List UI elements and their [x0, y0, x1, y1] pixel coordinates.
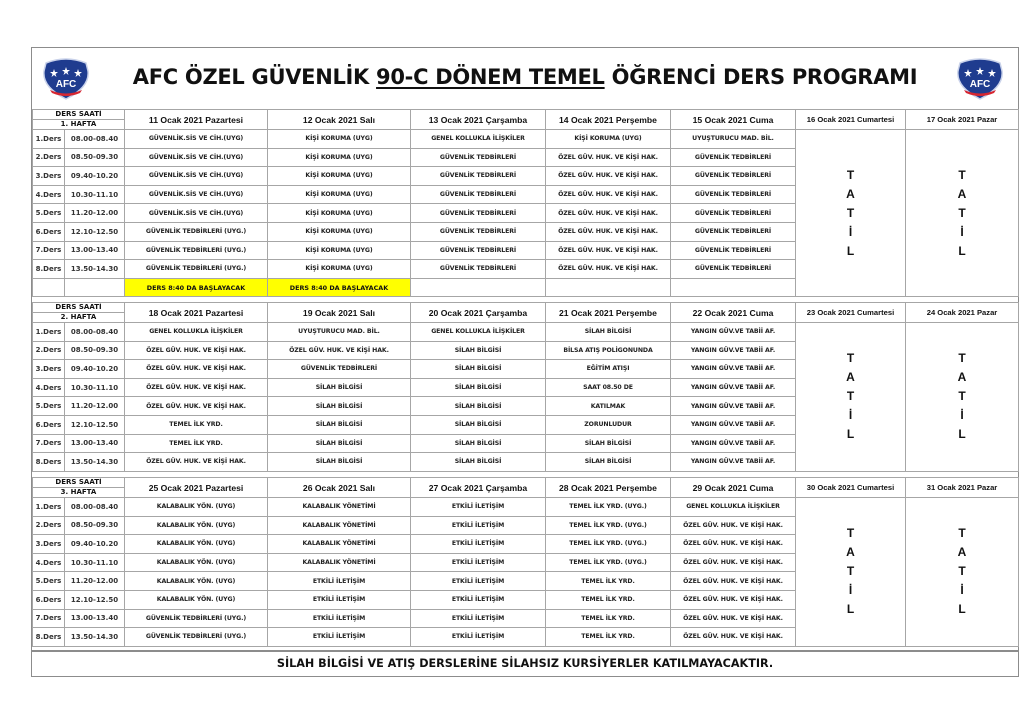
lesson-number: 5.Ders — [33, 204, 65, 223]
subject-cell: GÜVENLİK TEDBİRLERİ — [411, 241, 546, 260]
subject-cell: SİLAH BİLGİSİ — [268, 378, 411, 397]
subject-cell: SİLAH BİLGİSİ — [411, 378, 546, 397]
page-title — [32, 65, 1018, 89]
week-table — [32, 302, 1019, 472]
afc-logo-icon — [954, 57, 1006, 101]
lesson-time: 13.50-14.30 — [65, 260, 125, 279]
lesson-number: 3.Ders — [33, 167, 65, 186]
empty-cell — [33, 278, 65, 297]
subject-cell: KALABALIK YÖN. (UYG) — [125, 553, 268, 572]
day-header: 30 Ocak 2021 Cumartesi — [796, 478, 906, 498]
subject-cell: GÜVENLİK TEDBİRLERİ — [411, 260, 546, 279]
svg-text:AFC: AFC — [969, 79, 991, 90]
lesson-time: 13.00-13.40 — [65, 241, 125, 260]
subject-cell: ETKİLİ İLETİŞİM — [411, 516, 546, 535]
day-header: 19 Ocak 2021 Salı — [268, 303, 411, 323]
day-header: 20 Ocak 2021 Çarşamba — [411, 303, 546, 323]
empty-cell — [546, 278, 671, 297]
subject-cell: GÜVENLİK TEDBİRLERİ — [411, 222, 546, 241]
subject-cell: YANGIN GÜV.VE TABİİ AF. — [671, 397, 796, 416]
subject-cell: UYUŞTURUCU MAD. BİL. — [671, 130, 796, 149]
subject-cell: ÖZEL GÜV. HUK. VE KİŞİ HAK. — [671, 628, 796, 647]
lesson-time: 10.30-11.10 — [65, 378, 125, 397]
subject-cell: KİŞİ KORUMA (UYG) — [268, 222, 411, 241]
subject-cell: GÜVENLİK TEDBİRLERİ — [671, 167, 796, 186]
day-header: 24 Ocak 2021 Pazar — [906, 303, 1019, 323]
holiday-cell-sunday: T A T İ L — [906, 323, 1019, 472]
subject-cell: KALABALIK YÖN. (UYG) — [125, 535, 268, 554]
lesson-number: 4.Ders — [33, 185, 65, 204]
schedule-page — [31, 47, 1019, 677]
subject-cell: ÖZEL GÜV. HUK. VE KİŞİ HAK. — [125, 360, 268, 379]
subject-cell: KİŞİ KORUMA (UYG) — [268, 167, 411, 186]
week-table — [32, 477, 1019, 647]
day-header: 17 Ocak 2021 Pazar — [906, 110, 1019, 130]
subject-cell: ÖZEL GÜV. HUK. VE KİŞİ HAK. — [546, 204, 671, 223]
subject-cell: ETKİLİ İLETİŞİM — [411, 498, 546, 517]
empty-cell — [411, 278, 546, 297]
lesson-time: 12.10-12.50 — [65, 590, 125, 609]
subject-cell: TEMEL İLK YRD. — [546, 572, 671, 591]
holiday-cell-saturday: T A T İ L — [796, 130, 906, 297]
subject-cell: ÖZEL GÜV. HUK. VE KİŞİ HAK. — [671, 572, 796, 591]
lesson-time: 13.50-14.30 — [65, 453, 125, 472]
subject-cell: SİLAH BİLGİSİ — [411, 415, 546, 434]
subject-cell: ÖZEL GÜV. HUK. VE KİŞİ HAK. — [671, 535, 796, 554]
lesson-number: 4.Ders — [33, 553, 65, 572]
lesson-number: 2.Ders — [33, 341, 65, 360]
lesson-number: 1.Ders — [33, 130, 65, 149]
lesson-number: 2.Ders — [33, 148, 65, 167]
subject-cell: GÜVENLİK.SİS VE CİH.(UYG) — [125, 130, 268, 149]
subject-cell: ETKİLİ İLETİŞİM — [268, 572, 411, 591]
subject-cell: KALABALIK YÖN. (UYG) — [125, 498, 268, 517]
subject-cell: KALABALIK YÖN. (UYG) — [125, 590, 268, 609]
lesson-number: 8.Ders — [33, 260, 65, 279]
day-header: 13 Ocak 2021 Çarşamba — [411, 110, 546, 130]
subject-cell: TEMEL İLK YRD. — [125, 434, 268, 453]
lesson-number: 4.Ders — [33, 378, 65, 397]
subject-cell: SİLAH BİLGİSİ — [546, 434, 671, 453]
subject-cell: KALABALIK YÖNETİMİ — [268, 516, 411, 535]
day-header: 23 Ocak 2021 Cumartesi — [796, 303, 906, 323]
lesson-number: 1.Ders — [33, 498, 65, 517]
lesson-time: 13.00-13.40 — [65, 609, 125, 628]
day-header: 12 Ocak 2021 Salı — [268, 110, 411, 130]
day-header: 22 Ocak 2021 Cuma — [671, 303, 796, 323]
subject-cell: GENEL KOLLUKLA İLİŞKİLER — [411, 130, 546, 149]
subject-cell: ÖZEL GÜV. HUK. VE KİŞİ HAK. — [671, 516, 796, 535]
lesson-number: 6.Ders — [33, 222, 65, 241]
holiday-cell-saturday: T A T İ L — [796, 323, 906, 472]
lesson-time: 08.50-09.30 — [65, 516, 125, 535]
lesson-time: 10.30-11.10 — [65, 185, 125, 204]
lesson-time: 13.50-14.30 — [65, 628, 125, 647]
subject-cell: SİLAH BİLGİSİ — [268, 415, 411, 434]
subject-cell: ÖZEL GÜV. HUK. VE KİŞİ HAK. — [546, 241, 671, 260]
subject-cell: ÖZEL GÜV. HUK. VE KİŞİ HAK. — [671, 553, 796, 572]
subject-cell: SİLAH BİLGİSİ — [411, 397, 546, 416]
subject-cell: SİLAH BİLGİSİ — [268, 397, 411, 416]
svg-text:AFC: AFC — [55, 79, 77, 90]
subject-cell: SİLAH BİLGİSİ — [411, 453, 546, 472]
subject-cell: SİLAH BİLGİSİ — [268, 434, 411, 453]
lesson-number: 2.Ders — [33, 516, 65, 535]
subject-cell: TEMEL İLK YRD. — [125, 415, 268, 434]
day-header: 26 Ocak 2021 Salı — [268, 478, 411, 498]
subject-cell: KİŞİ KORUMA (UYG) — [268, 204, 411, 223]
subject-cell: ÖZEL GÜV. HUK. VE KİŞİ HAK. — [125, 453, 268, 472]
subject-cell: KİŞİ KORUMA (UYG) — [268, 260, 411, 279]
subject-cell: TEMEL İLK YRD. — [546, 609, 671, 628]
subject-cell: ETKİLİ İLETİŞİM — [268, 590, 411, 609]
subject-cell: GÜVENLİK TEDBİRLERİ (UYG.) — [125, 222, 268, 241]
subject-cell: GÜVENLİK.SİS VE CİH.(UYG) — [125, 185, 268, 204]
title-underlined: 90-C DÖNEM TEMEL — [376, 65, 605, 89]
subject-cell: GÜVENLİK TEDBİRLERİ (UYG.) — [125, 241, 268, 260]
lesson-time: 12.10-12.50 — [65, 222, 125, 241]
footer-notice: SİLAH BİLGİSİ VE ATIŞ DERSLERİNE SİLAHSIZ KURSİYERLER KATILMAYACAKTIR. — [32, 650, 1018, 676]
subject-cell: KALABALIK YÖNETİMİ — [268, 553, 411, 572]
lesson-time: 09.40-10.20 — [65, 360, 125, 379]
subject-cell: YANGIN GÜV.VE TABİİ AF. — [671, 360, 796, 379]
day-header: 29 Ocak 2021 Cuma — [671, 478, 796, 498]
lesson-number: 7.Ders — [33, 609, 65, 628]
subject-cell: SAAT 08.50 DE — [546, 378, 671, 397]
lesson-time: 08.00-08.40 — [65, 323, 125, 342]
lesson-number: 3.Ders — [33, 360, 65, 379]
subject-cell: ETKİLİ İLETİŞİM — [268, 628, 411, 647]
subject-cell: KİŞİ KORUMA (UYG) — [268, 241, 411, 260]
lesson-time: 09.40-10.20 — [65, 167, 125, 186]
subject-cell: TEMEL İLK YRD. — [546, 628, 671, 647]
subject-cell: GÜVENLİK TEDBİRLERİ — [671, 241, 796, 260]
subject-cell: KATILMAK — [546, 397, 671, 416]
subject-cell: TEMEL İLK YRD. (UYG.) — [546, 535, 671, 554]
highlight-note: DERS 8:40 DA BAŞLAYACAK — [268, 278, 411, 297]
title-suffix: ÖĞRENCİ DERS PROGRAMI — [604, 65, 918, 89]
subject-cell: GÜVENLİK TEDBİRLERİ — [268, 360, 411, 379]
subject-cell: KİŞİ KORUMA (UYG) — [268, 148, 411, 167]
week-label: 1. HAFTA — [33, 120, 125, 130]
subject-cell: GÜVENLİK TEDBİRLERİ — [411, 167, 546, 186]
holiday-cell-saturday: T A T İ L — [796, 498, 906, 647]
day-header: 21 Ocak 2021 Perşembe — [546, 303, 671, 323]
subject-cell: GÜVENLİK TEDBİRLERİ (UYG.) — [125, 260, 268, 279]
subject-cell: YANGIN GÜV.VE TABİİ AF. — [671, 341, 796, 360]
ders-saati-label: DERS SAATİ — [33, 110, 125, 120]
subject-cell: ÖZEL GÜV. HUK. VE KİŞİ HAK. — [546, 222, 671, 241]
subject-cell: TEMEL İLK YRD. — [546, 590, 671, 609]
subject-cell: SİLAH BİLGİSİ — [546, 453, 671, 472]
holiday-cell-sunday: T A T İ L — [906, 130, 1019, 297]
subject-cell: KALABALIK YÖN. (UYG) — [125, 572, 268, 591]
lesson-number: 8.Ders — [33, 453, 65, 472]
subject-cell: TEMEL İLK YRD. (UYG.) — [546, 516, 671, 535]
subject-cell: ÖZEL GÜV. HUK. VE KİŞİ HAK. — [546, 148, 671, 167]
subject-cell: ETKİLİ İLETİŞİM — [411, 609, 546, 628]
subject-cell: ÖZEL GÜV. HUK. VE KİŞİ HAK. — [671, 609, 796, 628]
lesson-number: 5.Ders — [33, 397, 65, 416]
lesson-time: 10.30-11.10 — [65, 553, 125, 572]
subject-cell: ÖZEL GÜV. HUK. VE KİŞİ HAK. — [125, 397, 268, 416]
subject-cell: EĞİTİM ATIŞI — [546, 360, 671, 379]
subject-cell: KİŞİ KORUMA (UYG) — [268, 185, 411, 204]
subject-cell: TEMEL İLK YRD. (UYG.) — [546, 498, 671, 517]
subject-cell: YANGIN GÜV.VE TABİİ AF. — [671, 323, 796, 342]
empty-cell — [65, 278, 125, 297]
subject-cell: ÖZEL GÜV. HUK. VE KİŞİ HAK. — [125, 341, 268, 360]
day-header: 27 Ocak 2021 Çarşamba — [411, 478, 546, 498]
subject-cell: GÜVENLİK TEDBİRLERİ (UYG.) — [125, 628, 268, 647]
subject-cell: GÜVENLİK TEDBİRLERİ — [411, 204, 546, 223]
subject-cell: ÖZEL GÜV. HUK. VE KİŞİ HAK. — [546, 167, 671, 186]
subject-cell: SİLAH BİLGİSİ — [411, 434, 546, 453]
lesson-number: 6.Ders — [33, 415, 65, 434]
subject-cell: GÜVENLİK.SİS VE CİH.(UYG) — [125, 204, 268, 223]
day-header: 18 Ocak 2021 Pazartesi — [125, 303, 268, 323]
subject-cell: YANGIN GÜV.VE TABİİ AF. — [671, 415, 796, 434]
subject-cell: YANGIN GÜV.VE TABİİ AF. — [671, 453, 796, 472]
subject-cell: ZORUNLUDUR — [546, 415, 671, 434]
lesson-number: 3.Ders — [33, 535, 65, 554]
subject-cell: GÜVENLİK TEDBİRLERİ — [671, 148, 796, 167]
lesson-number: 8.Ders — [33, 628, 65, 647]
subject-cell: YANGIN GÜV.VE TABİİ AF. — [671, 378, 796, 397]
subject-cell: ETKİLİ İLETİŞİM — [411, 553, 546, 572]
title-prefix: AFC ÖZEL GÜVENLİK — [132, 65, 377, 89]
holiday-cell-sunday: T A T İ L — [906, 498, 1019, 647]
week-label: 3. HAFTA — [33, 488, 125, 498]
week-3-schedule — [32, 477, 1018, 647]
subject-cell: KALABALIK YÖNETİMİ — [268, 535, 411, 554]
day-header: 15 Ocak 2021 Cuma — [671, 110, 796, 130]
week-label: 2. HAFTA — [33, 313, 125, 323]
table-row — [33, 498, 1019, 517]
subject-cell: SİLAH BİLGİSİ — [268, 453, 411, 472]
subject-cell: KİŞİ KORUMA (UYG) — [546, 130, 671, 149]
subject-cell: ÖZEL GÜV. HUK. VE KİŞİ HAK. — [268, 341, 411, 360]
subject-cell: GÜVENLİK.SİS VE CİH.(UYG) — [125, 148, 268, 167]
empty-cell — [671, 278, 796, 297]
lesson-time: 08.50-09.30 — [65, 341, 125, 360]
subject-cell: GÜVENLİK TEDBİRLERİ — [671, 260, 796, 279]
lesson-time: 11.20-12.00 — [65, 572, 125, 591]
subject-cell: KİŞİ KORUMA (UYG) — [268, 130, 411, 149]
week-table — [32, 109, 1019, 297]
subject-cell: GENEL KOLLUKLA İLİŞKİLER — [411, 323, 546, 342]
page-header — [32, 48, 1018, 109]
subject-cell: ÖZEL GÜV. HUK. VE KİŞİ HAK. — [546, 185, 671, 204]
subject-cell: ETKİLİ İLETİŞİM — [411, 572, 546, 591]
lesson-number: 1.Ders — [33, 323, 65, 342]
day-header: 16 Ocak 2021 Cumartesi — [796, 110, 906, 130]
lesson-time: 11.20-12.00 — [65, 204, 125, 223]
lesson-time: 09.40-10.20 — [65, 535, 125, 554]
subject-cell: ETKİLİ İLETİŞİM — [411, 535, 546, 554]
day-header: 28 Ocak 2021 Perşembe — [546, 478, 671, 498]
lesson-time: 08.00-08.40 — [65, 130, 125, 149]
subject-cell: YANGIN GÜV.VE TABİİ AF. — [671, 434, 796, 453]
subject-cell: KALABALIK YÖN. (UYG) — [125, 516, 268, 535]
lesson-time: 13.00-13.40 — [65, 434, 125, 453]
day-header: 31 Ocak 2021 Pazar — [906, 478, 1019, 498]
highlight-note: DERS 8:40 DA BAŞLAYACAK — [125, 278, 268, 297]
subject-cell: SİLAH BİLGİSİ — [546, 323, 671, 342]
table-row — [33, 323, 1019, 342]
subject-cell: GÜVENLİK.SİS VE CİH.(UYG) — [125, 167, 268, 186]
subject-cell: GÜVENLİK TEDBİRLERİ — [671, 222, 796, 241]
subject-cell: GENEL KOLLUKLA İLİŞKİLER — [125, 323, 268, 342]
subject-cell: TEMEL İLK YRD. (UYG.) — [546, 553, 671, 572]
subject-cell: GENEL KOLLUKLA İLİŞKİLER — [671, 498, 796, 517]
subject-cell: GÜVENLİK TEDBİRLERİ — [411, 185, 546, 204]
subject-cell: GÜVENLİK TEDBİRLERİ — [411, 148, 546, 167]
day-header: 14 Ocak 2021 Perşembe — [546, 110, 671, 130]
lesson-number: 7.Ders — [33, 434, 65, 453]
ders-saati-label: DERS SAATİ — [33, 478, 125, 488]
day-header: 25 Ocak 2021 Pazartesi — [125, 478, 268, 498]
subject-cell: GÜVENLİK TEDBİRLERİ — [671, 185, 796, 204]
subject-cell: UYUŞTURUCU MAD. BİL. — [268, 323, 411, 342]
ders-saati-label: DERS SAATİ — [33, 303, 125, 313]
subject-cell: SİLAH BİLGİSİ — [411, 360, 546, 379]
lesson-time: 11.20-12.00 — [65, 397, 125, 416]
lesson-time: 08.50-09.30 — [65, 148, 125, 167]
subject-cell: GÜVENLİK TEDBİRLERİ (UYG.) — [125, 609, 268, 628]
week-1-schedule — [32, 109, 1018, 297]
lesson-number: 5.Ders — [33, 572, 65, 591]
subject-cell: BİLSA ATIŞ POLİGONUNDA — [546, 341, 671, 360]
subject-cell: ETKİLİ İLETİŞİM — [411, 590, 546, 609]
subject-cell: ETKİLİ İLETİŞİM — [268, 609, 411, 628]
lesson-time: 12.10-12.50 — [65, 415, 125, 434]
day-header: 11 Ocak 2021 Pazartesi — [125, 110, 268, 130]
subject-cell: SİLAH BİLGİSİ — [411, 341, 546, 360]
subject-cell: KALABALIK YÖNETİMİ — [268, 498, 411, 517]
lesson-number: 6.Ders — [33, 590, 65, 609]
lesson-time: 08.00-08.40 — [65, 498, 125, 517]
subject-cell: GÜVENLİK TEDBİRLERİ — [671, 204, 796, 223]
subject-cell: ETKİLİ İLETİŞİM — [411, 628, 546, 647]
lesson-number: 7.Ders — [33, 241, 65, 260]
subject-cell: ÖZEL GÜV. HUK. VE KİŞİ HAK. — [671, 590, 796, 609]
subject-cell: ÖZEL GÜV. HUK. VE KİŞİ HAK. — [546, 260, 671, 279]
table-row — [33, 130, 1019, 149]
subject-cell: ÖZEL GÜV. HUK. VE KİŞİ HAK. — [125, 378, 268, 397]
week-2-schedule — [32, 302, 1018, 472]
